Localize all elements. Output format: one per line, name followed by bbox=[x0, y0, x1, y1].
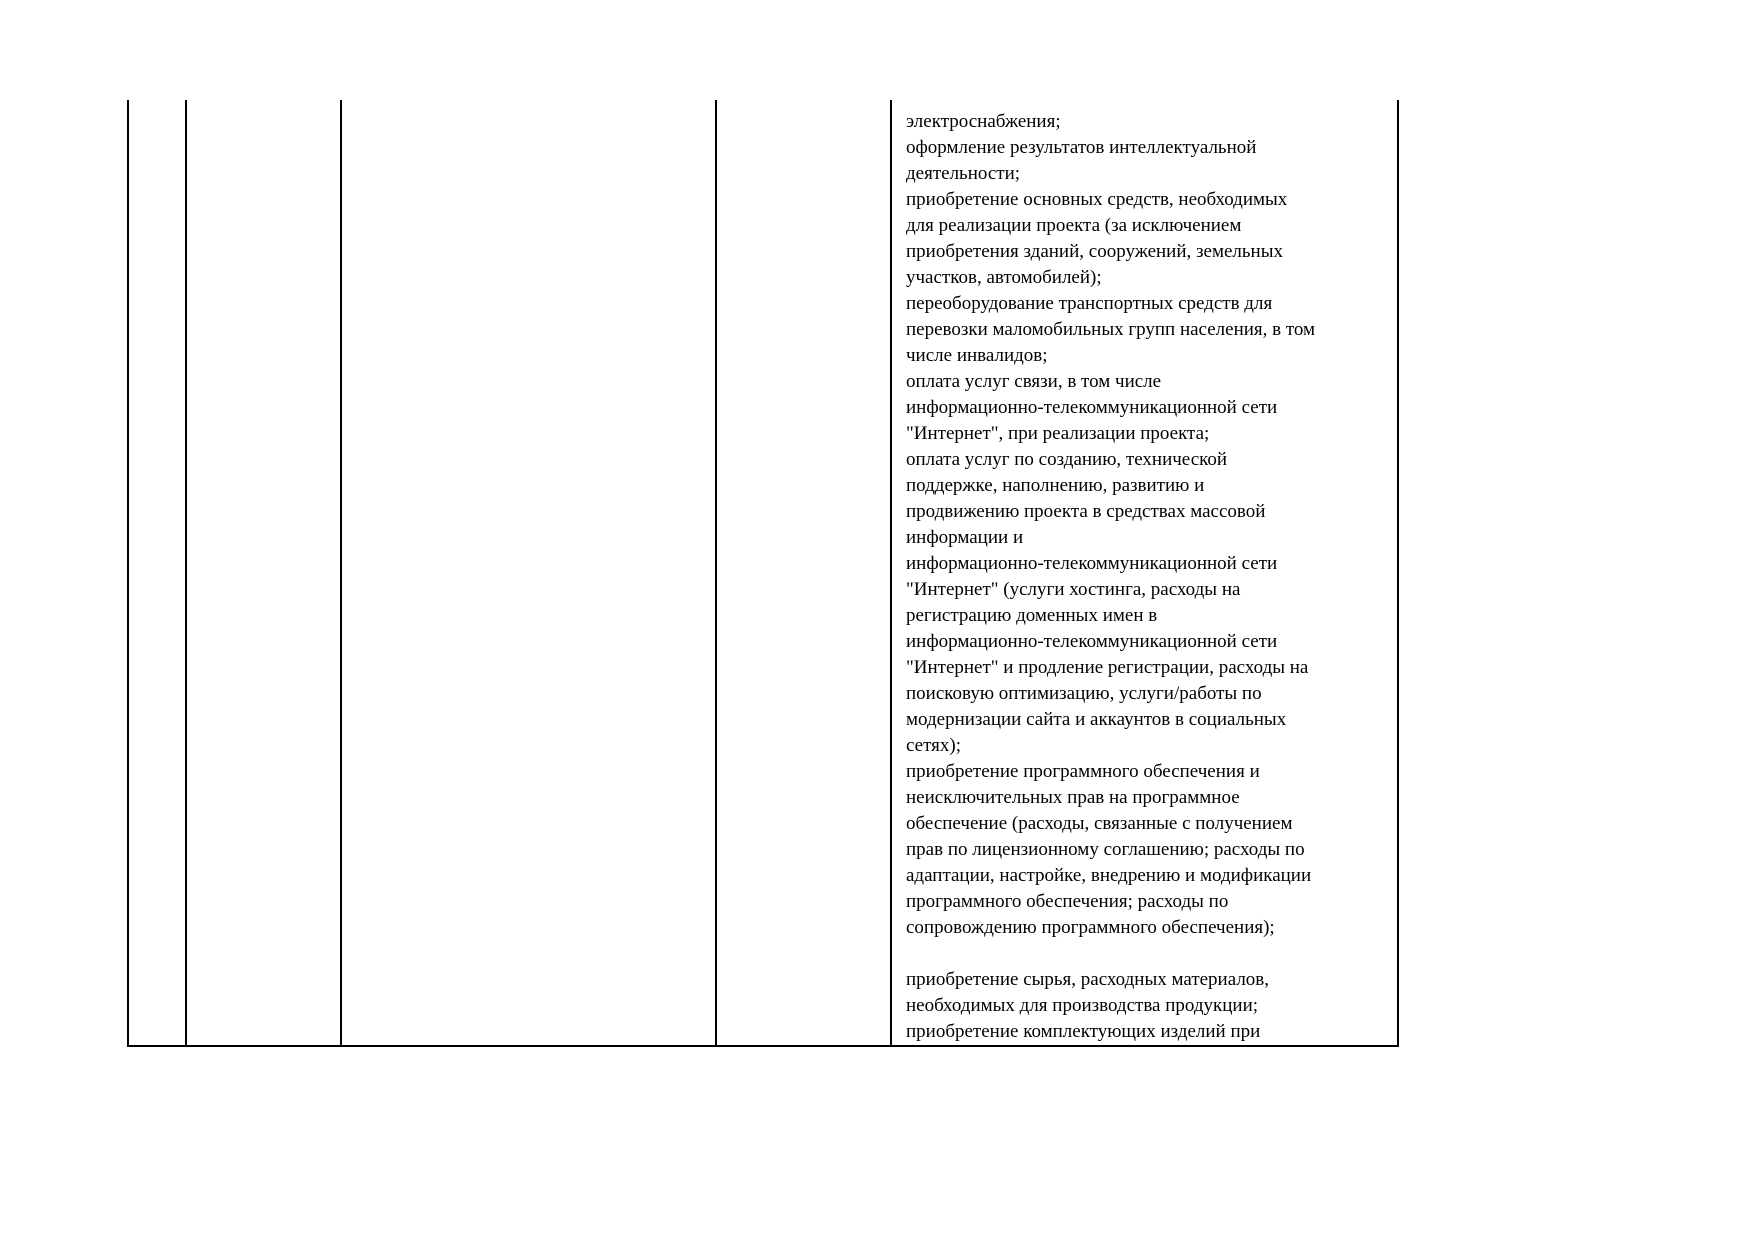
text-line: "Интернет" и продление регистрации, расходы на bbox=[906, 657, 1309, 678]
text-line: приобретение программного обеспечения и bbox=[906, 761, 1260, 782]
text-line: информационно-телекоммуникационной сети bbox=[906, 397, 1278, 418]
text-line bbox=[906, 941, 1402, 967]
text-line: оплата услуг связи, в том числе bbox=[906, 371, 1162, 392]
table-border-col-1 bbox=[185, 100, 187, 1047]
text-line: адаптации, настройке, внедрению и модификации bbox=[906, 865, 1312, 886]
table-border-col-2 bbox=[340, 100, 342, 1047]
text-line: неисключительных прав на программное bbox=[906, 787, 1240, 808]
text-line: прав по лицензионному соглашению; расходы по bbox=[906, 839, 1305, 860]
table-cell-text bbox=[906, 109, 1402, 1045]
text-line: регистрацию доменных имен в bbox=[906, 605, 1158, 626]
text-line: информационно-телекоммуникационной сети bbox=[906, 631, 1278, 652]
text-line: числе инвалидов; bbox=[906, 345, 1048, 366]
text-line: приобретение комплектующих изделий при bbox=[906, 1021, 1261, 1042]
text-line: участков, автомобилей); bbox=[906, 267, 1102, 288]
text-line: продвижению проекта в средствах массовой bbox=[906, 501, 1266, 522]
text-line: приобретения зданий, сооружений, земельных bbox=[906, 241, 1283, 262]
table-border-col-3 bbox=[715, 100, 717, 1047]
text-line: модернизации сайта и аккаунтов в социальных bbox=[906, 709, 1287, 730]
text-line: деятельности; bbox=[906, 163, 1021, 184]
text-line: оплата услуг по созданию, технической bbox=[906, 449, 1228, 470]
text-line: сопровождению программного обеспечения); bbox=[906, 917, 1275, 938]
table-border-left bbox=[127, 100, 129, 1047]
text-line: приобретение сырья, расходных материалов, bbox=[906, 969, 1270, 990]
table-border-bottom bbox=[127, 1045, 1399, 1047]
text-line: информации и bbox=[906, 527, 1024, 548]
text-line: сетях); bbox=[906, 735, 961, 756]
text-line: "Интернет" (услуги хостинга, расходы на bbox=[906, 579, 1241, 600]
text-line: оформление результатов интеллектуальной bbox=[906, 137, 1257, 158]
text-line: электроснабжения; bbox=[906, 111, 1061, 132]
text-line: обеспечение (расходы, связанные с получением bbox=[906, 813, 1293, 834]
text-line: необходимых для производства продукции; bbox=[906, 995, 1259, 1016]
table-border-col-4 bbox=[890, 100, 892, 1047]
text-line: поддержке, наполнению, развитию и bbox=[906, 475, 1205, 496]
text-line: поисковую оптимизацию, услуги/работы по bbox=[906, 683, 1262, 704]
text-line: приобретение основных средств, необходимых bbox=[906, 189, 1288, 210]
text-line: программного обеспечения; расходы по bbox=[906, 891, 1229, 912]
text-line: "Интернет", при реализации проекта; bbox=[906, 423, 1210, 444]
text-line: перевозки маломобильных групп населения, в том bbox=[906, 319, 1316, 340]
text-line: информационно-телекоммуникационной сети bbox=[906, 553, 1278, 574]
text-line: для реализации проекта (за исключением bbox=[906, 215, 1242, 236]
text-line: переоборудование транспортных средств для bbox=[906, 293, 1273, 314]
